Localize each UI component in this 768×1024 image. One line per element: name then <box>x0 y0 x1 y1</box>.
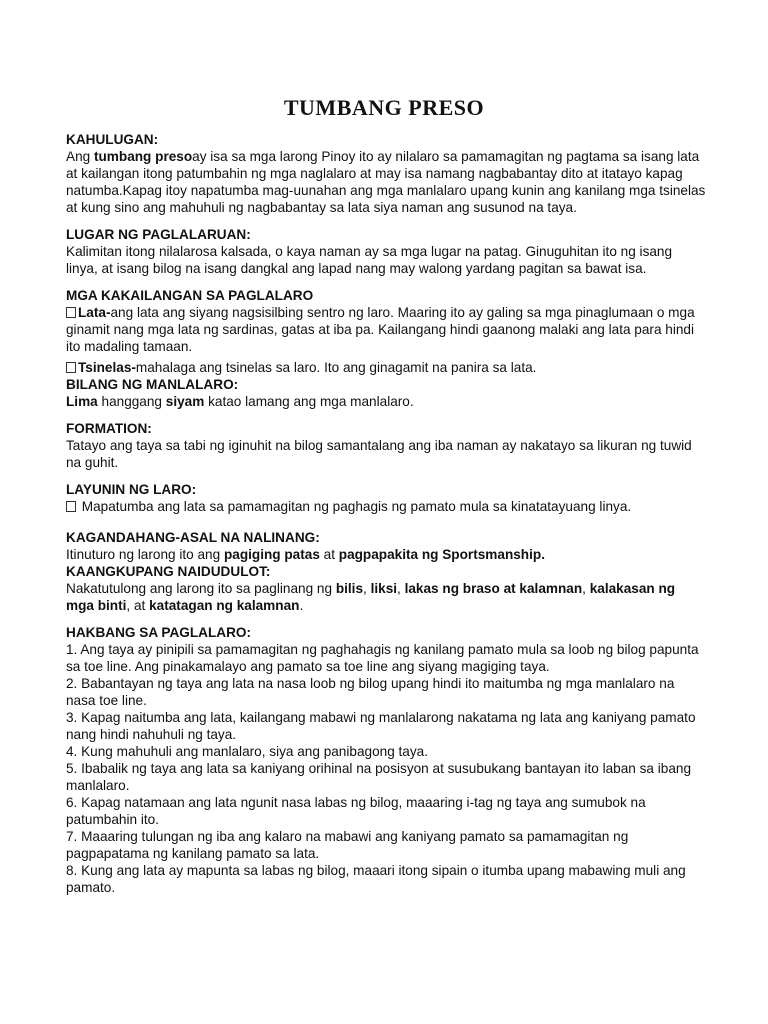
bilang-paragraph <box>66 393 706 410</box>
kahulugan-text: ay isa sa mga larong Pinoy ito ay nilalaro sa pamamagitan ng pagtama sa isang lata at kailangan itong patumbahin ng mga naglalaro at may isa namang nagbabantay dito at itatayo kapag natumba.Kapag itoy napatumba mag-uunahan ang mga manlalaro upang kunin ang kanilang mga tsinelas at kung sino ang mahuhuli ng nagbabantay sa lata siya naman ang susunod na taya. <box>66 149 706 215</box>
hakbang-step: 3. Kapag naitumba ang lata, kailangang mabawi ng manlalarong nakatama ng lata ang kaniyang pamato nang hindi nahuhuli ng taya. <box>66 710 696 742</box>
bullet-box-icon <box>66 362 76 373</box>
kagandahang-paragraph <box>66 546 706 563</box>
kakailangan-item-lata <box>66 304 706 355</box>
bilang-bold-2: siyam <box>165 394 205 409</box>
hakbang-heading: HAKBANG SA PAGLALARO: <box>66 625 252 640</box>
kagandahang-bold-2: pagpapakita ng Sportsmanship. <box>338 547 545 562</box>
hakbang-step: 1. Ang taya ay pinipili sa pamamagitan ng paghahagis ng kanilang pamato mula sa loob ng bilog papunta sa toe line. Ang pinakamalayo ang pamato sa toe line ang siyang magiging taya. <box>66 642 699 674</box>
kaangkupang-heading: KAANGKUPANG NAIDUDULOT: <box>66 564 271 579</box>
kaangkupang-sep-5: . <box>299 598 304 613</box>
bilang-heading: BILANG NG MANLALARO: <box>66 377 239 392</box>
lata-bold: Lata- <box>78 305 111 320</box>
kakailangan-item-tsinelas <box>66 359 706 376</box>
formation-paragraph: Tatayo ang taya sa tabi ng iginuhit na bilog samantalang ang iba naman ay nakatayo sa likuran ng tuwid na guhit. <box>66 438 692 470</box>
kahulugan-bold-term: tumbang preso <box>93 149 193 164</box>
bullet-box-icon <box>66 501 76 512</box>
layunin-paragraph <box>66 498 706 515</box>
kaangkupang-bold-3: lakas ng braso at kalamnan <box>404 581 583 596</box>
kaangkupang-bold-4: kalakasan ng mga binti <box>66 581 676 613</box>
layunin-text: Mapatumba ang lata sa pamamagitan ng paghagis ng pamato mula sa kinatatayuang linya. <box>78 499 632 514</box>
lata-text: ang lata ang siyang nagsisilbing sentro ng laro. Maaring ito ay galing sa mga pinaglumaan o mga ginamit nang mga lata ng sardinas, gatas at iba pa. Kailangang hindi gaanong malaki ang lata para hindi ito madaling tamaan. <box>66 305 695 354</box>
kagandahang-bold-1: pagiging patas <box>223 547 320 562</box>
kagandahang-heading: KAGANDAHANG-ASAL NA NALINANG: <box>66 530 320 545</box>
page-title: TUMBANG PRESO <box>283 95 485 120</box>
tsinelas-text: mahalaga ang tsinelas sa laro. Ito ang ginagamit na panira sa lata. <box>135 360 537 375</box>
kahulugan-paragraph <box>66 148 706 216</box>
tsinelas-bold: Tsinelas- <box>78 360 136 375</box>
kaangkupang-bold-5: katatagan ng kalamnan <box>149 598 300 613</box>
bilang-mid: hanggang <box>97 394 166 409</box>
kaangkupang-sep-4: , at <box>126 598 150 613</box>
bullet-box-icon <box>66 307 76 318</box>
kaangkupang-prefix: Nakatutulong ang larong ito sa paglinang ng <box>66 581 336 596</box>
hakbang-step: 8. Kung ang lata ay mapunta sa labas ng bilog, maaari itong sipain o itumba upang mabawing muli ang pamato. <box>66 863 686 895</box>
kaangkupang-sep-1: , <box>363 581 371 596</box>
layunin-heading: LAYUNIN NG LARO: <box>66 482 197 497</box>
hakbang-step: 2. Babantayan ng taya ang lata na nasa loob ng bilog upang hindi ito maitumba ng mga manlalaro na nasa toe line. <box>66 676 675 708</box>
bilang-text: katao lamang ang mga manlalaro. <box>204 394 414 409</box>
kahulugan-heading: KAHULUGAN: <box>66 132 159 147</box>
hakbang-step: 7. Maaaring tulungan ng iba ang kalaro na mabawi ang kaniyang pamato sa pamamagitan ng pagpapatama ng kanilang pamato sa lata. <box>66 829 629 861</box>
kagandahang-mid: at <box>319 547 339 562</box>
kakailangan-heading: MGA KAKAILANGAN SA PAGLALARO <box>66 288 314 303</box>
document-body <box>66 131 706 896</box>
hakbang-step: 5. Ibabalik ng taya ang lata sa kaniyang orihinal na posisyon at susubukang bantayan ito laban sa ibang manlalaro. <box>66 761 692 793</box>
formation-heading: FORMATION: <box>66 421 152 436</box>
lugar-paragraph: Kalimitan itong nilalarosa kalsada, o kaya naman ay sa mga lugar na patag. Ginuguhitan ito ng isang linya, at isang bilog na isang dangkal ang lapad nang may walong yardang pagitan sa bawat isa. <box>66 244 673 276</box>
kaangkupang-bold-2: liksi <box>370 581 398 596</box>
kaangkupang-bold-1: bilis <box>335 581 364 596</box>
kaangkupang-sep-3: , <box>582 581 590 596</box>
hakbang-step: 4. Kung mahuhuli ang manlalaro, siya ang panibagong taya. <box>66 744 428 759</box>
bilang-bold-1: Lima <box>66 394 98 409</box>
kaangkupang-sep-2: , <box>397 581 405 596</box>
hakbang-step: 6. Kapag natamaan ang lata ngunit nasa labas ng bilog, maaaring i-tag ng taya ang sumubok na patumbahin ito. <box>66 795 646 827</box>
kaangkupang-paragraph <box>66 580 706 614</box>
lugar-heading: LUGAR NG PAGLALARUAN: <box>66 227 251 242</box>
kahulugan-prefix: Ang <box>66 149 94 164</box>
kagandahang-prefix: Itinuturo ng larong ito ang <box>66 547 224 562</box>
